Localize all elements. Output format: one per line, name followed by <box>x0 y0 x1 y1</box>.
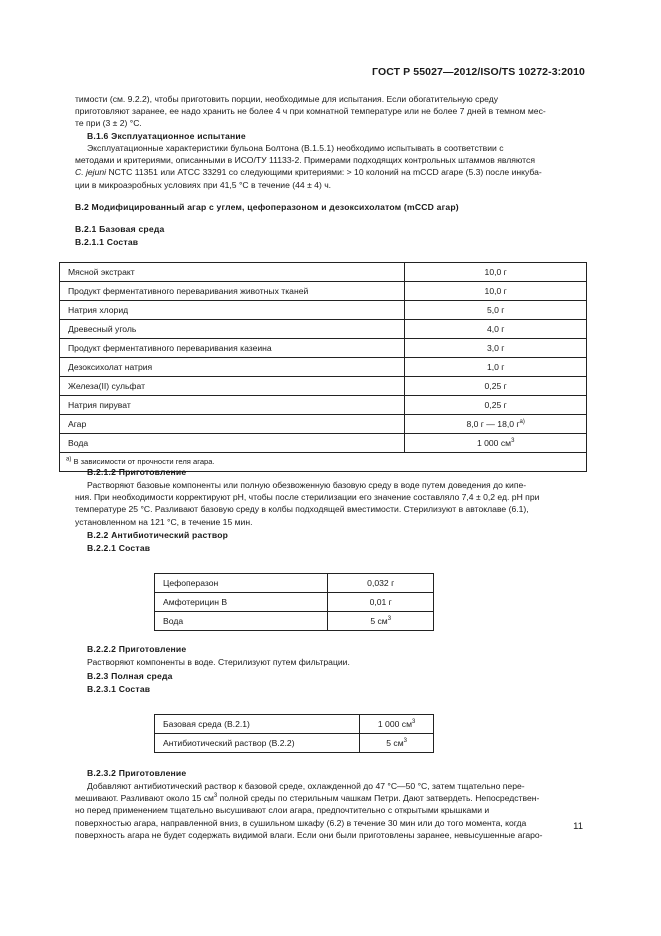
paragraph-b212: Растворяют базовые компоненты или полную обезвоженную базовую среду в воде путем доведения до кипе- ния. При необходимости корректируют рН, чтобы после стерилизации его значение составляло 7,4 ± 0,2 ед. рН при температуре 25 °С. Разливают базовую среду в колбы подходящей вместимости. Стерилизуют в автоклаве (6.1), установленном на 121 °С, в течение 15 мин. <box>75 480 540 527</box>
table-row <box>60 339 587 358</box>
table-row <box>60 377 587 396</box>
ingredient-amount: 1 000 $см^3$ <box>360 715 434 734</box>
table-row <box>155 612 434 631</box>
ingredient-amount: 5,0 г <box>405 301 587 320</box>
ingredient-amount: 0,25 г <box>405 377 587 396</box>
document-header: ГОСТ Р 55027—2012/ISO/TS 10272-3:2010 <box>372 66 585 78</box>
table-row <box>60 263 587 282</box>
ingredient-amount: 5 $см^3$ <box>360 734 434 753</box>
section-heading-b221: В.2.2.1 Состав <box>87 543 151 553</box>
composition-table-complete <box>154 714 434 753</box>
ingredient-name: Натрия пируват <box>60 396 405 415</box>
ingredient-amount: 0,25 г <box>405 396 587 415</box>
ingredient-amount: 4,0 г <box>405 320 587 339</box>
table-row <box>155 715 434 734</box>
table-footnote: $^{а)}$ В зависимости от прочности геля агара. <box>60 453 587 472</box>
intro-paragraph: тимости (см. 9.2.2), чтобы приготовить порции, необходимые для испытания. Если обогатительную среду приготовляют заранее, ее надо хранить не более 4 ч при комнатной температуре или не более 7 дней в темном мес- те при (3 ± 2) °С. <box>75 94 546 129</box>
section-heading-b16: В.1.6 Эксплуатационное испытание <box>87 131 246 141</box>
paragraph-b222: Растворяют компоненты в воде. Стерилизуют путем фильтрации. <box>87 657 350 667</box>
ingredient-name: Антибиотический раствор (В.2.2) <box>155 734 360 753</box>
table-row <box>60 415 587 434</box>
section-heading-b22: В.2.2 Антибиотический раствор <box>87 530 229 540</box>
table-row <box>60 282 587 301</box>
ingredient-name: Натрия хлорид <box>60 301 405 320</box>
ingredient-name: Вода <box>155 612 328 631</box>
section-heading-b2: В.2 Модифицированный агар с углем, цефоперазоном и дезоксихолатом (mCCD агар) <box>75 202 459 212</box>
ingredient-name: Продукт ферментативного переваривания животных тканей <box>60 282 405 301</box>
paragraph-b16: Эксплуатационные характеристики бульона Болтона (В.1.5.1) необходимо испытывать в соответствии с методами и критериями, описанными в ИСО/ТУ 11133-2. Примерами подходящих контрольных штаммов являются C. jejuni NCTC 11351 или ATCC 33291 со следующими критериями: > 10 колоний на mCCD агаре (5.3) после инкуба- ции в микроаэробных условиях при 41,5 °С в течение (44 ± 4) ч. <box>75 143 542 190</box>
section-heading-b211: В.2.1.1 Состав <box>75 237 139 247</box>
table-row <box>60 301 587 320</box>
ingredient-name: Продукт ферментативного переваривания казеина <box>60 339 405 358</box>
ingredient-name: Амфотерицин В <box>155 593 328 612</box>
ingredient-name: Вода <box>60 434 405 453</box>
ingredient-amount: 1 000 $см^3$ <box>405 434 587 453</box>
ingredient-name: Мясной экстракт <box>60 263 405 282</box>
table-row <box>155 574 434 593</box>
ingredient-name: Цефоперазон <box>155 574 328 593</box>
composition-table-base <box>59 262 587 472</box>
ingredient-name: Дезоксихолат натрия <box>60 358 405 377</box>
ingredient-name: Агар <box>60 415 405 434</box>
paragraph-b232: Добавляют антибиотический раствор к базовой среде, охлажденной до 47 °С—50 °С, затем тщательно пере- мешивают. Разливают около 15 $см^3$ полной среды по стерильным чашкам Петри. Дают затвердеть. Непосредствен- но перед применением тщательно высушивают слои агара, предпочтительно с открытыми крышками и поверхностью агара, направленной вниз, в сушильном шкафу (6.2) в течение 30 мин или до того момента, когда поверхность агара не будет содержать видимой влаги. Если они были приготовлены заранее, невысушенные агаро- <box>75 781 543 840</box>
ingredient-amount: 1,0 г <box>405 358 587 377</box>
ingredient-amount: 0,01 г <box>328 593 434 612</box>
table-row <box>60 434 587 453</box>
table-row <box>60 396 587 415</box>
table-row <box>155 734 434 753</box>
section-heading-b21: В.2.1 Базовая среда <box>75 224 165 234</box>
section-heading-b23: В.2.3 Полная среда <box>87 671 173 681</box>
page-number: 11 <box>573 821 583 832</box>
ingredient-amount: 0,032 г <box>328 574 434 593</box>
table-row <box>60 320 587 339</box>
ingredient-name: Базовая среда (В.2.1) <box>155 715 360 734</box>
ingredient-amount: 8,0 г — 18,0 $г^{а)}$ <box>405 415 587 434</box>
composition-table-antibiotic <box>154 573 434 631</box>
table-row <box>60 358 587 377</box>
ingredient-amount: 5 $см^3$ <box>328 612 434 631</box>
ingredient-amount: 10,0 г <box>405 282 587 301</box>
section-heading-b231: В.2.3.1 Состав <box>87 684 151 694</box>
ingredient-name: Железа(II) сульфат <box>60 377 405 396</box>
section-heading-b232: В.2.3.2 Приготовление <box>87 768 187 778</box>
section-heading-b212: В.2.1.2 Приготовление <box>87 467 187 477</box>
table-row <box>155 593 434 612</box>
ingredient-amount: 3,0 г <box>405 339 587 358</box>
ingredient-amount: 10,0 г <box>405 263 587 282</box>
section-heading-b222: В.2.2.2 Приготовление <box>87 644 187 654</box>
ingredient-name: Древесный уголь <box>60 320 405 339</box>
